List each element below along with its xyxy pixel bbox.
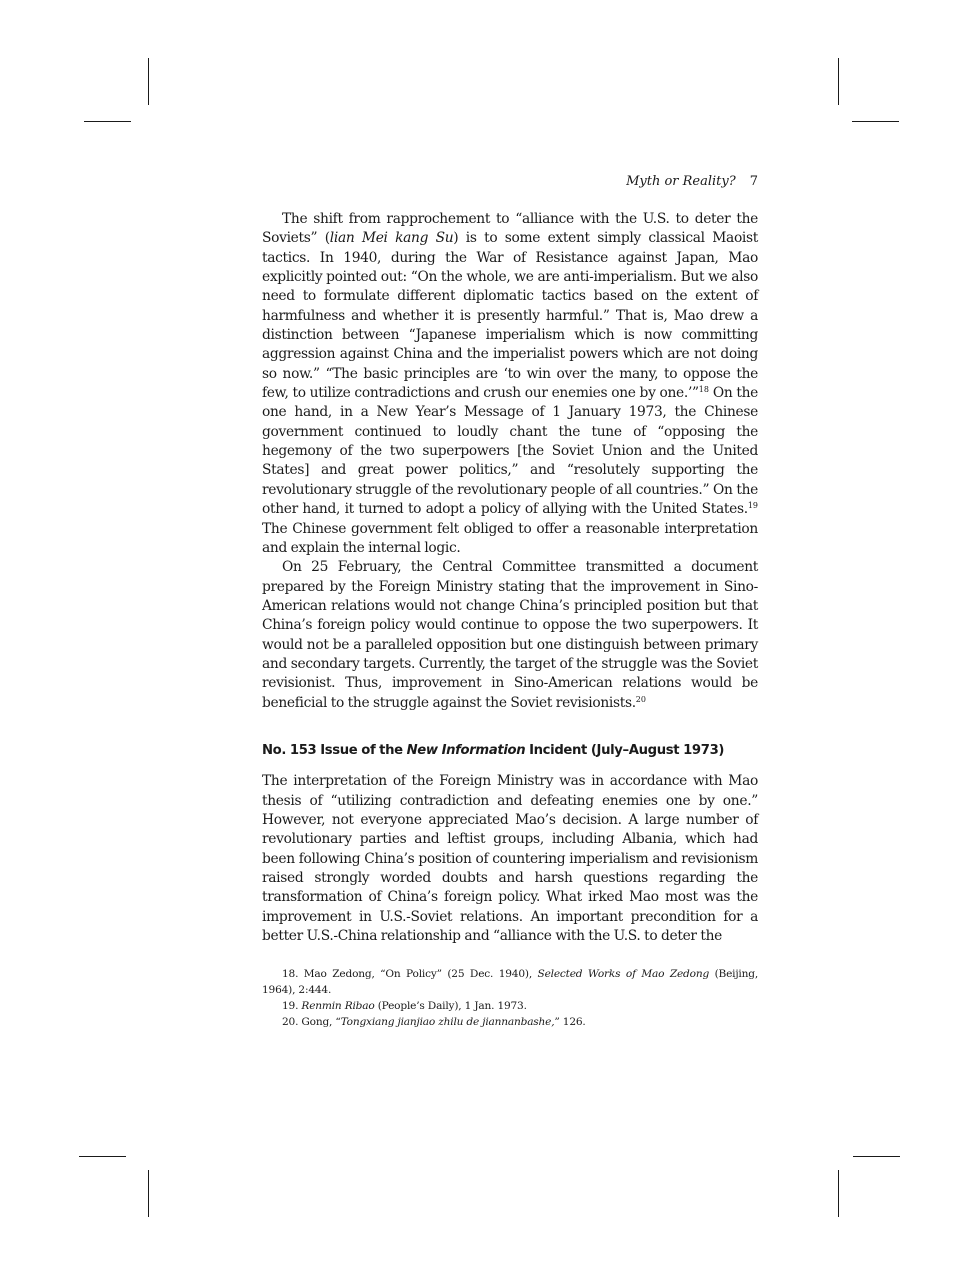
crop-mark [852, 121, 899, 122]
running-head-title: Myth or Reality? [626, 174, 736, 189]
paragraph-text: On the one hand, in a New Year’s Message of 1 January 1973, the Chinese government continued to loudly chant the tune of “opposing the hegemony of the two superpowers [the Soviet Union and the United States] and great power politics,” and “resolutely supporting the revolutionary struggle of the revolutionary people of all countries.” On the other hand, it turned to adopt a policy of allying with the United States. [262, 385, 759, 518]
footnote-italic: Renmin Ribao [301, 1000, 375, 1012]
paragraph-text: The shift from rapprochement to “alliance with the U.S. to deter the Soviets” ( [262, 211, 758, 247]
page-number: 7 [749, 174, 758, 189]
footnote-italic: Selected Works of Mao Zedong [537, 968, 710, 980]
italic-term: lian Mei kang Su [329, 230, 454, 247]
footnotes [262, 966, 758, 1030]
crop-mark [853, 1156, 900, 1157]
footnote-18 [262, 966, 758, 998]
footnote-text: 20. Gong, “ [282, 1016, 341, 1028]
footnote-text: 19. [282, 1000, 302, 1012]
crop-mark [838, 58, 839, 105]
footnote-text: 18. Mao Zedong, “On Policy” (25 Dec. 1940), [282, 968, 538, 980]
heading-italic: New Information [406, 742, 526, 758]
footnote-text: ” 126. [554, 1016, 586, 1028]
footnote-text: (People’s Daily), 1 Jan. 1973. [374, 1000, 527, 1012]
crop-mark [838, 1170, 839, 1217]
footnote-20 [262, 1014, 758, 1030]
running-head [262, 173, 758, 191]
footnote-italic: Tongxiang jianjiao zhilu de jiannanbashe, [340, 1016, 555, 1028]
heading-text: Incident (July–August 1973) [525, 742, 725, 758]
footnote-text: (Beijing, 1964), 2:444. [262, 968, 758, 996]
body-paragraph [262, 558, 758, 713]
footnote-ref: 20 [635, 694, 646, 704]
footnote-ref: 18 [698, 385, 709, 395]
body-paragraph: The interpretation of the Foreign Ministry was in accordance with Mao thesis of “utilizing contradiction and defeating enemies one by one.” However, not everyone appreciated Mao’s decision. A large number of revolutionary parties and leftist groups, including Albania, which had been following China’s position of countering imperialism and revisionism raised strongly worded doubts and harsh questions regarding the transformation of China’s foreign policy. What irked Mao most was the improvement in U.S.-Soviet relations. An important precondition for a better U.S.-China relationship and “alliance with the U.S. to deter the [262, 773, 758, 945]
paragraph-text: The Chinese government felt obliged to offer a reasonable interpretation and explain the internal logic. [262, 520, 758, 556]
paragraph-text: ) is to some extent simply classical Maoist tactics. In 1940, during the War of Resistance against Japan, Mao explicitly pointed out: “On the whole, we are anti-imperialism. But we also need to formulate different diplomatic tactics based on the extent of harmfulness and whether it is presently harmful.” That is, Mao drew a distinction between “Japanese imperialism which is now committing aggression against China and the imperialist powers which are not doing so now.” “The basic principles are ‘to win over the many, to oppose the few, to utilize contradictions and crush our enemies one by one.’” [262, 230, 759, 402]
page-body [262, 210, 758, 946]
section-heading [262, 741, 758, 760]
crop-mark [148, 58, 149, 105]
footnote-ref: 19 [747, 501, 758, 511]
paragraph-text: On 25 February, the Central Committee transmitted a document prepared by the Foreign Ministry stating that the improvement in Sino-American relations would not change China’s principled position but that China’s foreign policy would continue to oppose the two superpowers. It would not be a paralleled opposition but one distinguish between primary and secondary targets. Currently, the target of the struggle was the Soviet revisionist. Thus, improvement in Sino-American relations would be beneficial to the struggle against the Soviet revisionists. [262, 559, 758, 711]
footnote-19 [262, 998, 758, 1014]
heading-text: No. 153 Issue of the [262, 742, 407, 758]
crop-mark [79, 1156, 126, 1157]
body-paragraph [262, 210, 758, 558]
crop-mark [84, 121, 131, 122]
crop-mark [148, 1170, 149, 1217]
